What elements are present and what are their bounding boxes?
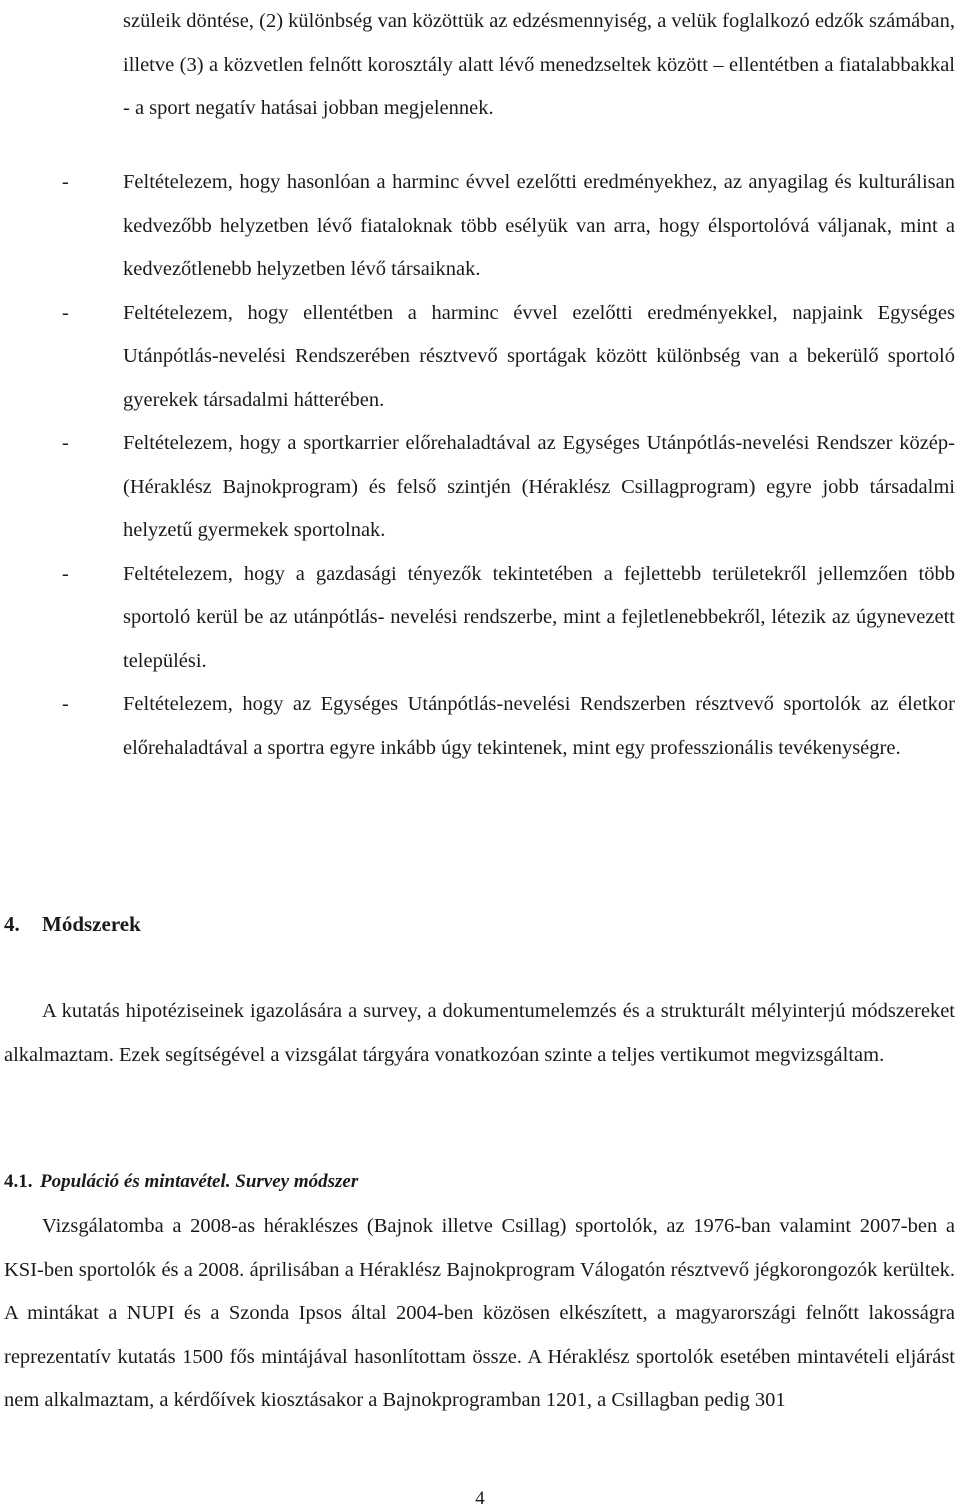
hypotheses-list <box>0 161 960 770</box>
section-heading <box>4 906 141 942</box>
hypothesis-text: Feltételezem, hogy hasonlóan a harminc évvel ezelőtti eredményekhez, az anyagilag és kulturálisan kedvezőbb helyzetben lévő fiataloknak több esélyük van arra, hogy élsportolóvá váljanak, mint a kedvezőtlenebb helyzetben lévő társaiknak. <box>123 171 955 280</box>
bullet-dash: - <box>62 171 69 193</box>
intro-continuation-paragraph: szüleik döntése, (2) különbség van közöttük az edzésmennyiség, a velük foglalkozó edzők számában, illetve (3) a közvetlen felnőtt korosztály alatt lévő menedzseltek között – ellentétben a fiatalabbakkal - a sport negatív hatásai jobban megjelennek. <box>123 10 955 119</box>
bullet-dash: - <box>62 301 69 324</box>
hypothesis-item <box>0 422 955 553</box>
hypothesis-item <box>0 683 955 770</box>
hypothesis-item <box>0 553 955 684</box>
hypothesis-item <box>0 161 955 292</box>
hypothesis-item <box>0 292 955 423</box>
population-paragraph <box>4 1205 955 1423</box>
hypothesis-text: Feltételezem, hogy a gazdasági tényezők tekintetében a fejlettebb területekről jellemzően több sportoló kerül be az utánpótlás- nevelési rendszerbe, mint a fejletlenebbekről, létezik az úgynevezett települési. <box>123 562 955 672</box>
section-number: 4. <box>4 912 20 936</box>
section-title: Módszerek <box>42 912 141 936</box>
bullet-dash: - <box>62 693 69 715</box>
subsection-heading <box>4 1168 358 1196</box>
hypothesis-text: Feltételezem, hogy az Egységes Utánpótlás-nevelési Rendszerben résztvevő sportolók az életkor előrehaladtával a sportra egyre inkább úgy tekintenek, mint egy professzionális tevékenységre. <box>123 693 955 759</box>
bullet-dash: - <box>62 432 69 454</box>
subsection-number: 4.1. <box>4 1171 33 1192</box>
methods-paragraph <box>4 990 955 1077</box>
bullet-dash: - <box>62 562 69 585</box>
page-number: 4 <box>475 1488 485 1509</box>
population-paragraph-text: Vizsgálatomba a 2008-as héraklészes (Bajnok illetve Csillag) sportolók, az 1976-ban valamint 2007-ben a KSI-ben sportolók és a 2008. áprilisában a Héraklész Bajnokprogram Válogatón résztvevő jégkorongozók kerültek. A mintákat a NUPI és a Szonda Ipsos által 2004-ben közösen elkészített, a magyarországi felnőtt lakosságra reprezentatív kutatás 1500 fős mintájával hasonlítottam össze. A Héraklész sportolók esetében mintavételi eljárást nem alkalmaztam, a kérdőívek kiosztásakor a Bajnokprogramban 1201, a Csillagban pedig 301 <box>4 1215 955 1411</box>
methods-paragraph-text: A kutatás hipotéziseinek igazolására a survey, a dokumentumelemzés és a strukturált mélyinterjú módszereket alkalmaztam. Ezek segítségével a vizsgálat tárgyára vonatkozóan szinte a teljes vertikumot megvizsgáltam. <box>4 1000 955 1066</box>
hypothesis-text: Feltételezem, hogy a sportkarrier előrehaladtával az Egységes Utánpótlás-nevelési Rendszer közép- (Héraklész Bajnokprogram) és felső szintjén (Héraklész Csillagprogram) egyre jobb társadalmi helyzetű gyermekek sportolnak. <box>123 432 955 541</box>
hypothesis-text: Feltételezem, hogy ellentétben a harminc évvel ezelőtti eredményekkel, napjaink Egységes Utánpótlás-nevelési Rendszerében résztvevő sportágak között különbség van a bekerülő sportoló gyerekek társadalmi hátterében. <box>123 301 955 411</box>
subsection-title: Populáció és mintavétel. Survey módszer <box>40 1171 359 1192</box>
